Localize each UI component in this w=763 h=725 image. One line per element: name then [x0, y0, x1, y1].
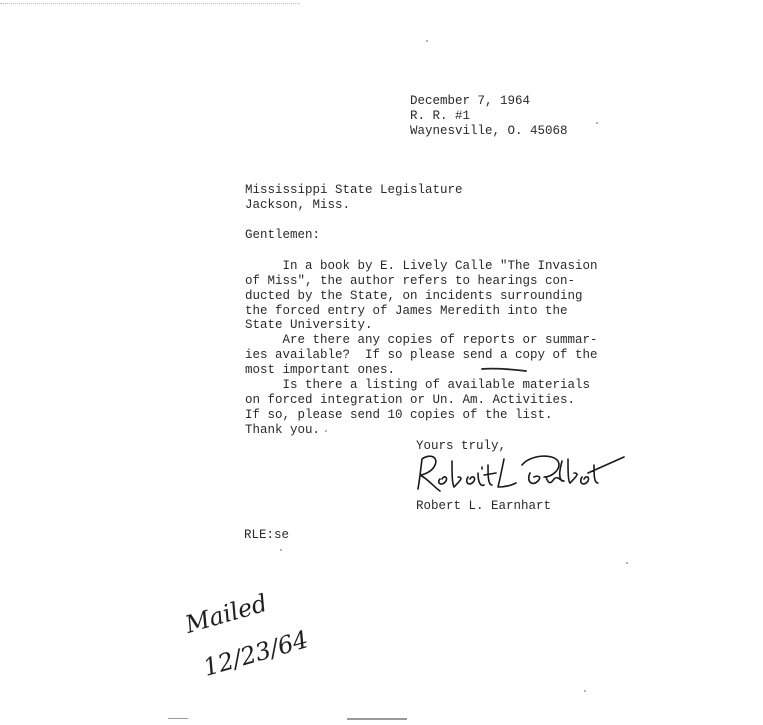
body-line: In a book by E. Lively Calle "The Invasion — [245, 259, 598, 273]
letter-date: December 7, 1964 — [410, 94, 531, 108]
scan-speck — [325, 430, 327, 432]
body-line: on forced integration or Un. Am. Activities. — [245, 393, 576, 407]
closing: Yours truly, — [416, 439, 507, 453]
body-line: Is there a listing of available materials — [245, 378, 591, 392]
pen-underline-mark — [481, 367, 527, 373]
body-line: If so, please send 10 copies of the list. — [245, 408, 553, 422]
bottom-scan-edge — [168, 718, 188, 719]
body-line: State University. — [245, 318, 373, 332]
sender-city: Waynesville, O. 45068 — [410, 124, 568, 138]
handwritten-signature — [412, 447, 627, 497]
handwritten-mailed-date: 12/23/64 — [200, 625, 312, 682]
sender-route: R. R. #1 — [410, 109, 471, 123]
body-line: ducted by the State, on incidents surrounding — [245, 289, 583, 303]
body-line: Thank you. — [245, 423, 321, 437]
scan-speck — [426, 40, 428, 42]
body-line: ies available? If so please send a copy of the — [245, 348, 598, 362]
typist-initials: RLE:se — [244, 528, 290, 542]
scan-speck — [280, 549, 282, 551]
body-line: Are there any copies of reports or summar- — [245, 333, 598, 347]
top-dotted-edge — [0, 3, 300, 4]
handwritten-mailed-note: Mailed — [182, 588, 271, 639]
scan-speck — [584, 690, 586, 692]
recipient-name: Mississippi State Legislature — [245, 183, 463, 197]
bottom-scan-edge — [347, 718, 407, 720]
body-line: the forced entry of James Meredith into the — [245, 304, 568, 318]
scan-speck — [626, 562, 628, 564]
body-line: of Miss", the author refers to hearings con- — [245, 274, 576, 288]
signer-name: Robert L. Earnhart — [416, 499, 552, 513]
salutation: Gentlemen: — [245, 228, 321, 242]
body-line: most important ones. — [245, 363, 396, 377]
recipient-location: Jackson, Miss. — [245, 198, 351, 212]
scan-speck — [596, 122, 598, 124]
